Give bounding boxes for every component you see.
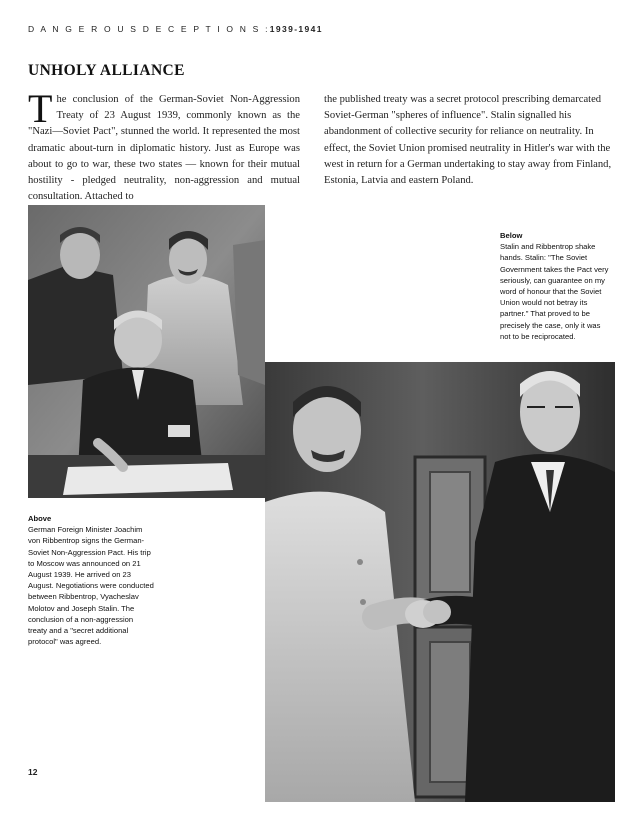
page-number: 12 (28, 767, 38, 777)
signing-photo (28, 205, 265, 498)
caption-above-text: German Foreign Minister Joachim von Ribbentrop signs the German-Soviet Non-Aggression Pact. His trip to Moscow was announced on 21 August 1939. He arrived on 23 August. Negotiations were conducted between Ribbentrop, Vyacheslav Molotov and Joseph Stalin. The conclusion of a non-aggression treaty and a "secret additional protocol" was agreed. (28, 525, 154, 647)
article-column-left (28, 86, 300, 205)
caption-above (28, 513, 154, 647)
caption-below-heading: Below (500, 231, 523, 240)
article-left-text: he conclusion of the German-Soviet Non-Aggression Treaty of 23 August 1939, commonly known as the "Nazi—Soviet Pact", stunned the world. It represented the most dramatic about-turn in diplomatic history. Just as Europe was about to go to war, these two states — known for their mutual hostility - pledged neutrality, non-aggression and mutual consultation. Attached to (28, 94, 300, 203)
running-head (28, 24, 323, 34)
caption-below-text: Stalin and Ribbentrop shake hands. Stalin: "The Soviet Government takes the Pact very seriously, can guarantee on my word of honour that the Soviet Union would not betray its partner." That proved to be precisely the case, only it was not to be reciprocated. (500, 242, 609, 341)
drop-cap: T (28, 86, 53, 131)
running-head-years: 1939-1941 (269, 24, 323, 34)
handshake-photo (265, 362, 615, 802)
article-title: UNHOLY ALLIANCE (28, 62, 185, 79)
caption-above-heading: Above (28, 514, 52, 523)
article-column-right: the published treaty was a secret protocol prescribing demarcated Soviet-German "spheres of influence". Stalin signalled his abandonment of collective security for reliance on neutrality. In effect, the Soviet Union promised neutrality in Hitler's war with the west in return for a German undertaking to stay away from Finland, Estonia, Latvia and eastern Poland. (324, 94, 612, 187)
caption-below (500, 230, 612, 342)
running-head-series: D A N G E R O U S D E C E P T I O N S : (28, 24, 270, 34)
